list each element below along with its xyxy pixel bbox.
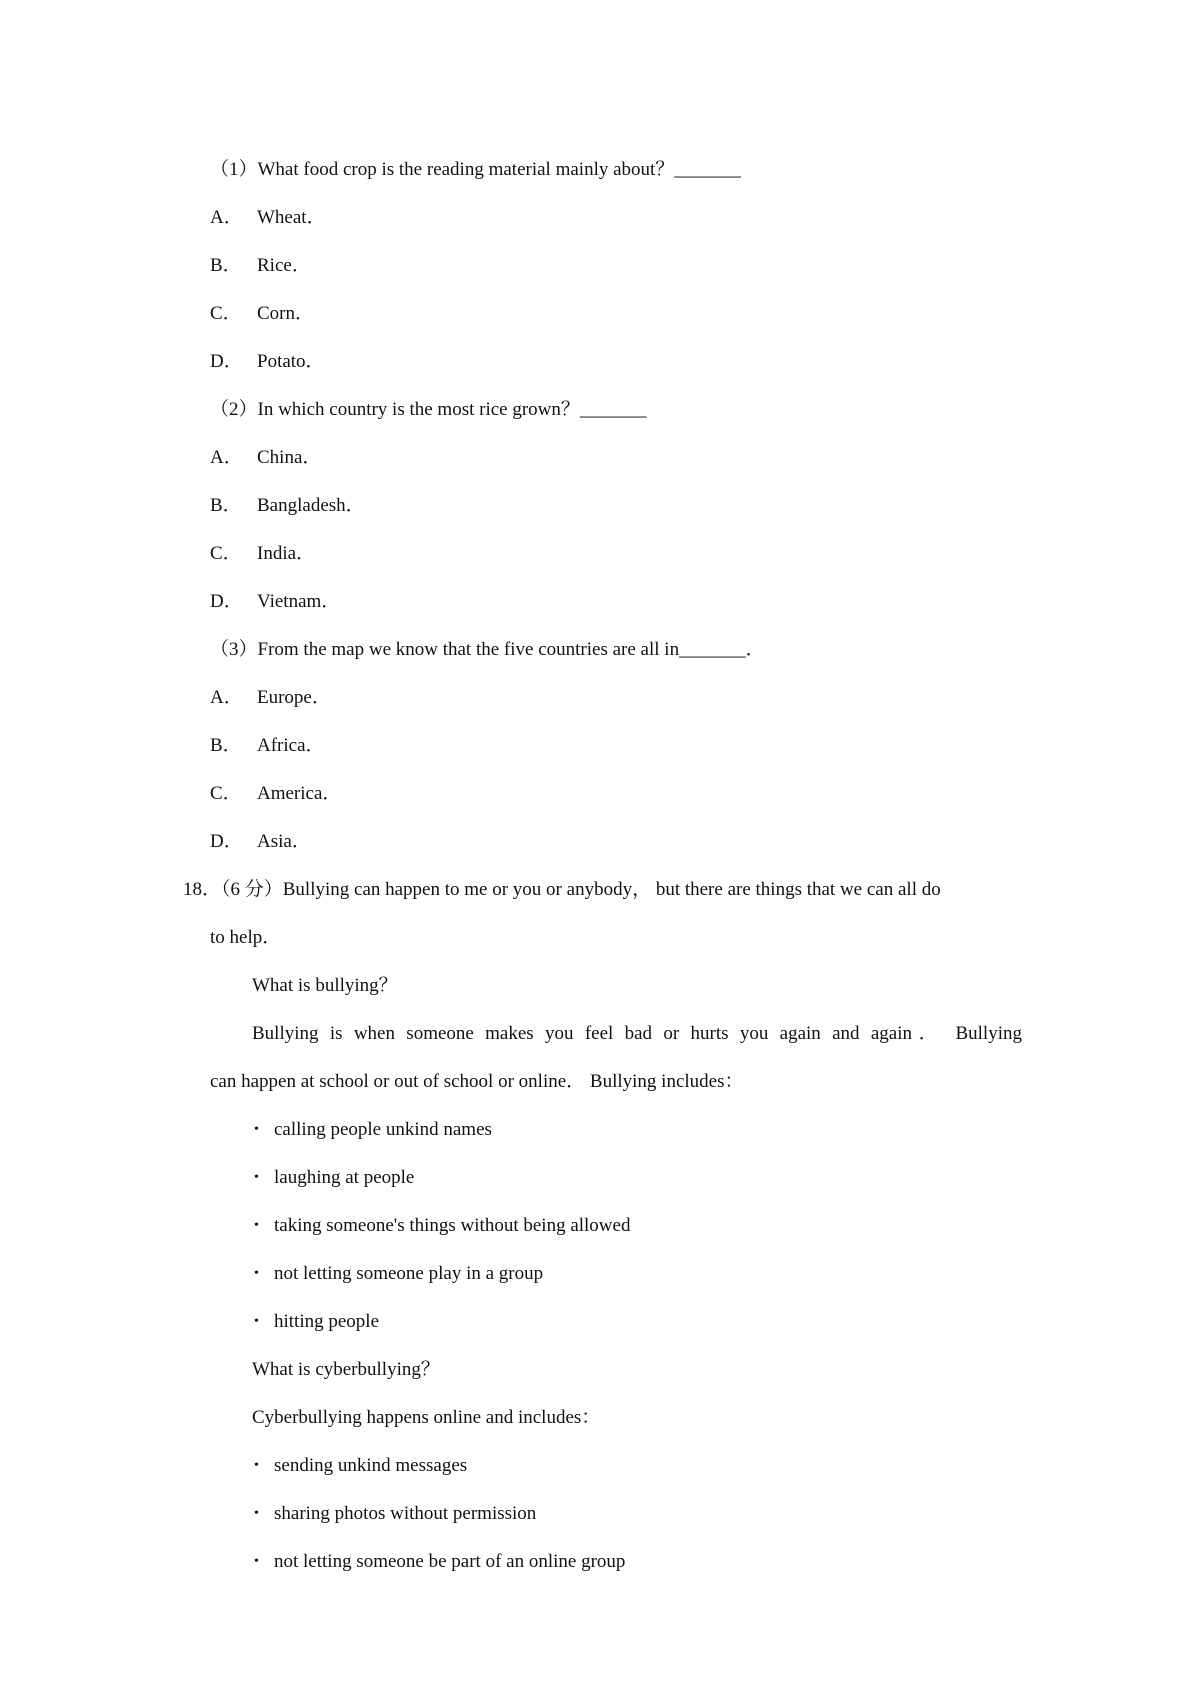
question-2-option-c: C． India． <box>210 543 316 564</box>
bullying-paragraph-line1: Bullying is when someone makes you feel bad or hurts you again and again． Bullying <box>252 1023 1022 1044</box>
question-3-option-c: C． America． <box>210 783 342 804</box>
cyberbullying-list-item: • sending unkind messages <box>254 1455 468 1476</box>
question-3-option-b: B． Africa． <box>210 735 325 756</box>
bullet-icon: • <box>254 1506 259 1521</box>
question-1-option-a: A． Wheat． <box>210 207 326 228</box>
question-1-option-b: B． Rice． <box>210 255 311 276</box>
bullet-icon: • <box>254 1218 259 1233</box>
bullet-icon: • <box>254 1554 259 1569</box>
cyberbullying-paragraph: Cyberbullying happens online and includes： <box>252 1407 601 1428</box>
bullet-icon: • <box>254 1266 259 1281</box>
cyberbullying-list-item: • not letting someone be part of an online group <box>254 1551 626 1572</box>
question-18-intro-line2: to help． <box>210 927 282 948</box>
cyberbullying-list-item: • sharing photos without permission <box>254 1503 537 1524</box>
question-2-option-b: B． Bangladesh． <box>210 495 365 516</box>
question-3-option-d: D． Asia． <box>210 831 311 852</box>
bullet-icon: • <box>254 1458 259 1473</box>
bullying-list-item: • not letting someone play in a group <box>254 1263 544 1284</box>
question-3-prompt: （3）From the map we know that the five countries are all in_______． <box>210 639 765 660</box>
question-2-option-a: A． China． <box>210 447 322 468</box>
question-1-option-d: D． Potato． <box>210 351 325 372</box>
bullying-paragraph-line2: can happen at school or out of school or online． Bullying includes： <box>210 1071 744 1092</box>
bullying-list-item: • hitting people <box>254 1311 380 1332</box>
bullying-list-item: • calling people unkind names <box>254 1119 492 1140</box>
question-1-option-c: C． Corn． <box>210 303 315 324</box>
heading-what-is-bullying: What is bullying？ <box>252 975 398 996</box>
bullet-icon: • <box>254 1314 259 1329</box>
question-2-option-d: D． Vietnam． <box>210 591 341 612</box>
bullying-list-item: • laughing at people <box>254 1167 415 1188</box>
heading-what-is-cyberbullying: What is cyberbullying？ <box>252 1359 440 1380</box>
bullet-icon: • <box>254 1170 259 1185</box>
bullet-icon: • <box>254 1122 259 1137</box>
question-3-option-a: A． Europe． <box>210 687 331 708</box>
question-1-prompt: （1）What food crop is the reading material mainly about？_______ <box>210 159 741 180</box>
question-18-intro-line1: 18．（6 分）Bullying can happen to me or you or anybody， but there are things that we can all do <box>183 879 941 900</box>
question-2-prompt: （2）In which country is the most rice grown？_______ <box>210 399 647 420</box>
bullying-list-item: • taking someone's things without being allowed <box>254 1215 631 1236</box>
